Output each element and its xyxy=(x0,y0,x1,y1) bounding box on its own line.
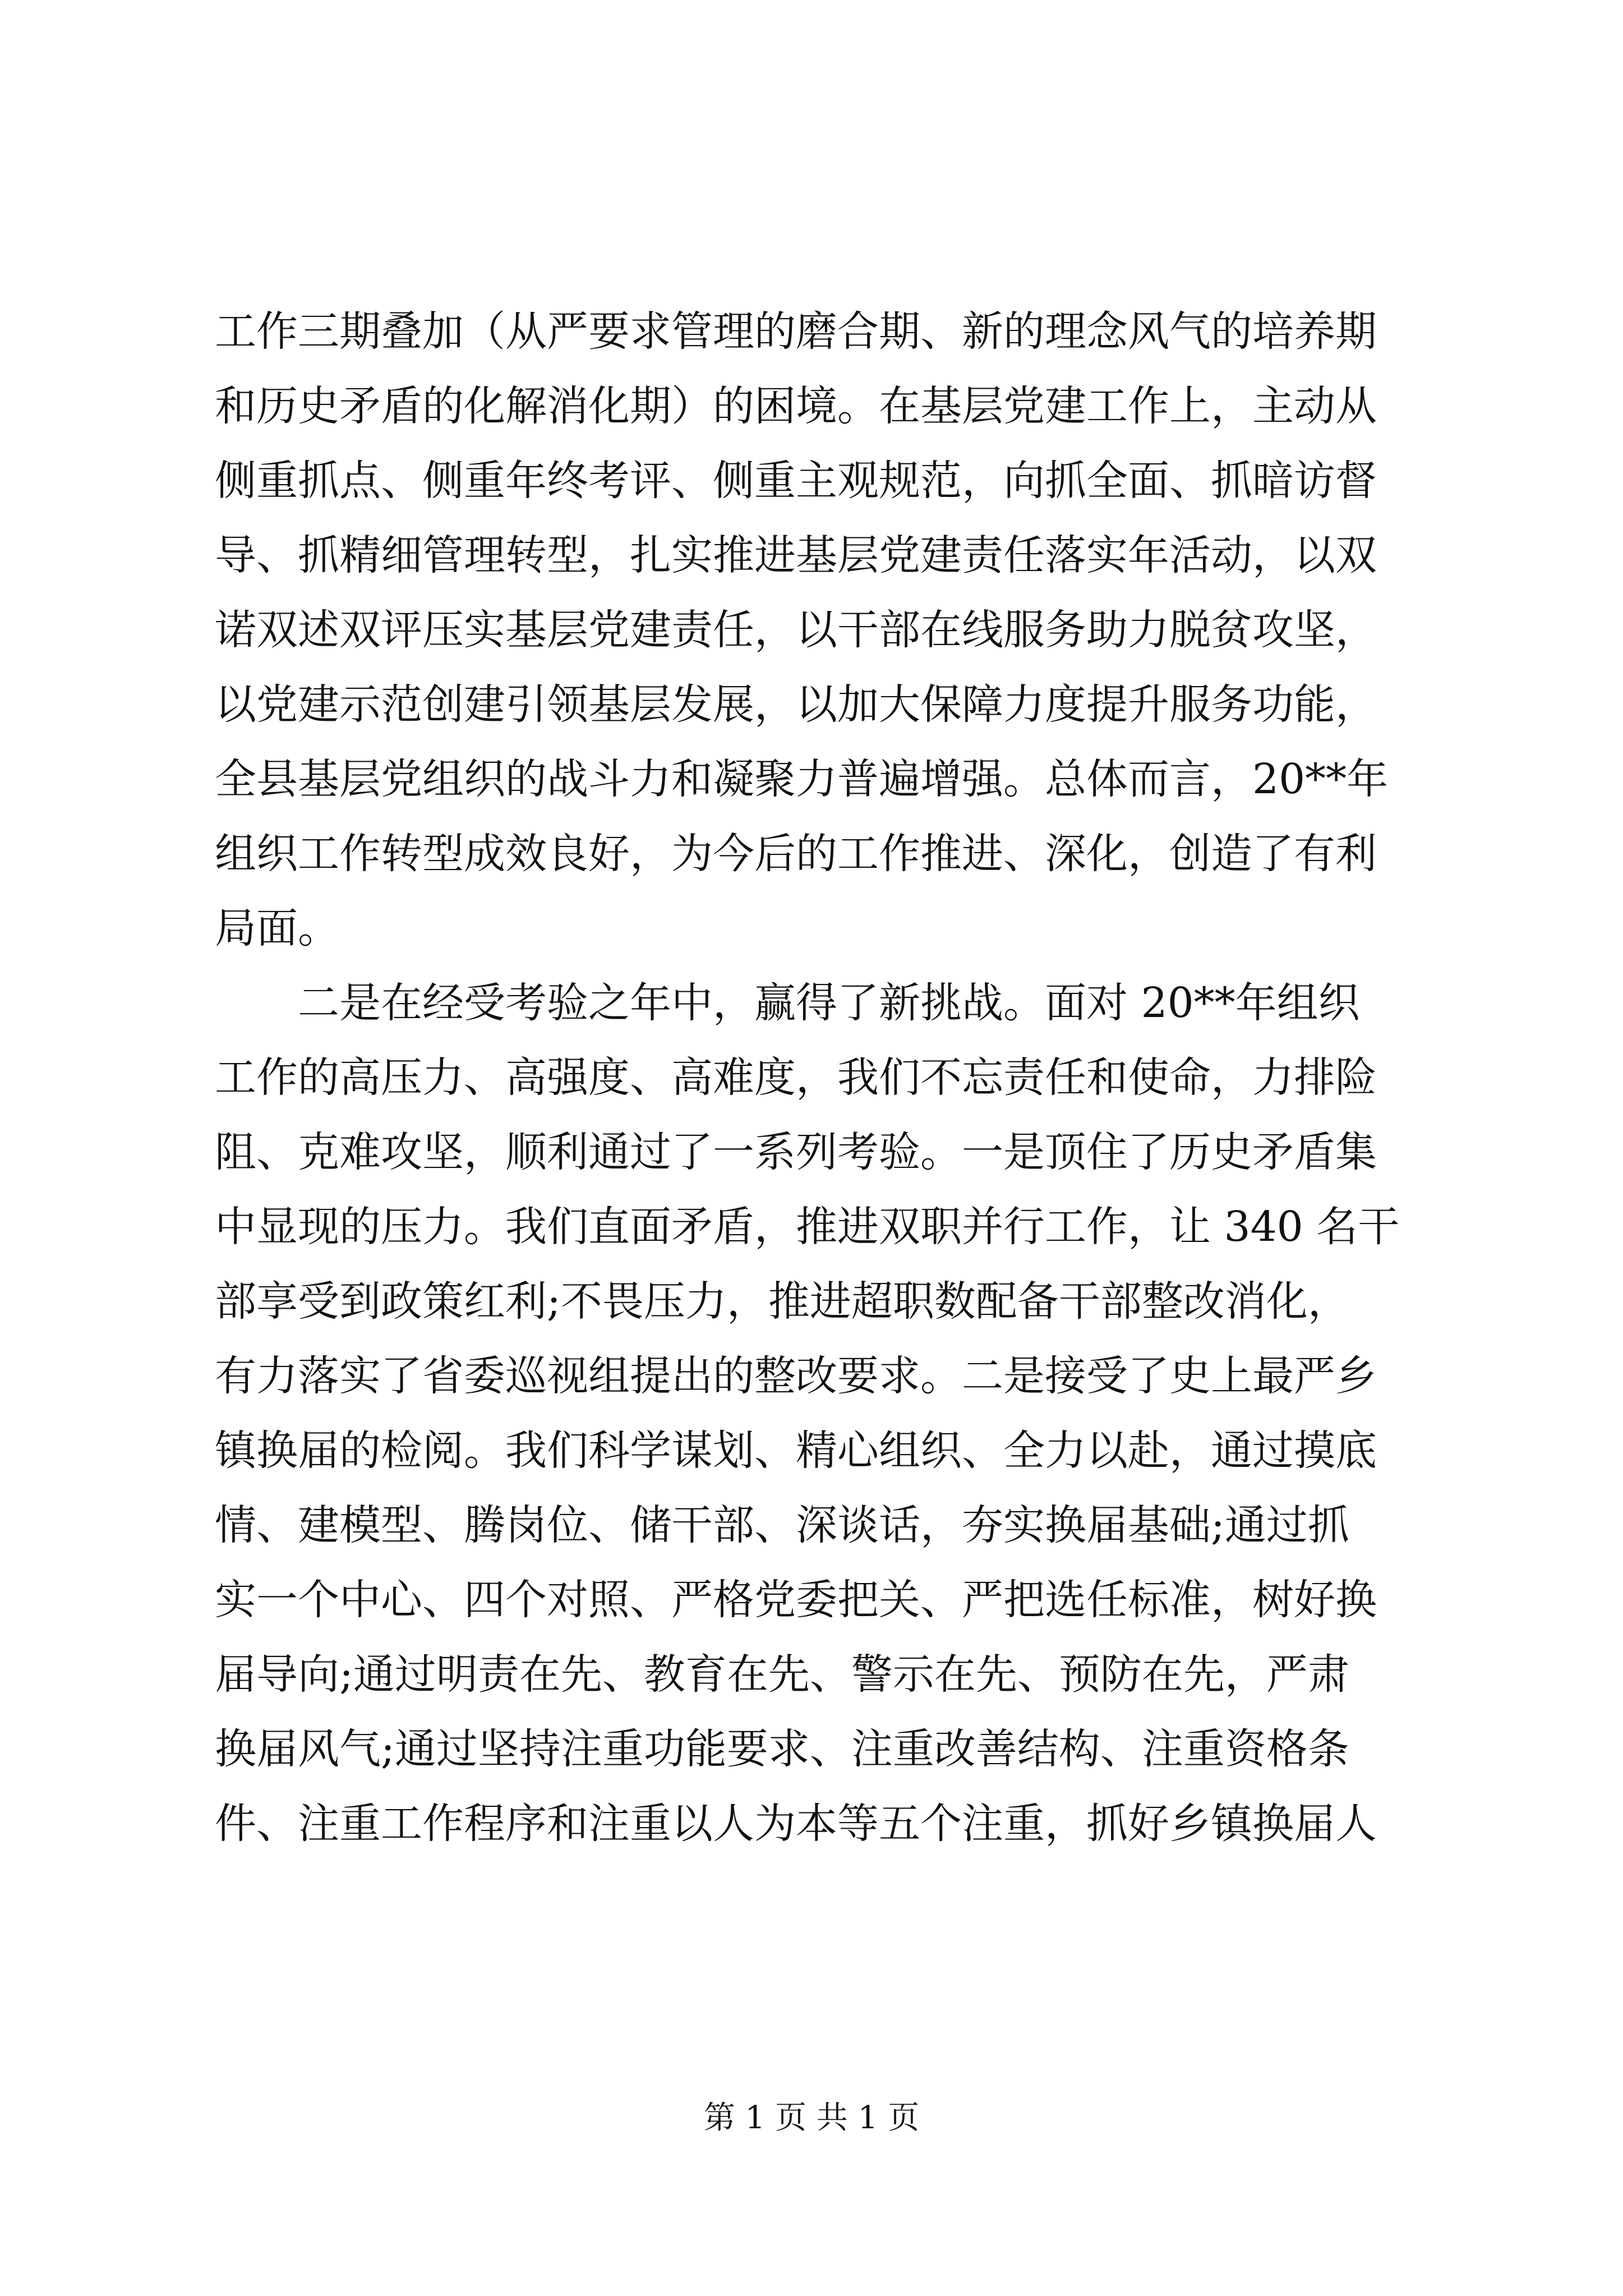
text-line: 届导向;通过明责在先、教育在先、警示在先、预防在先，严肃 xyxy=(215,1650,1349,1699)
text-line: 工作的高压力、高强度、高难度，我们不忘责任和使命，力排险 xyxy=(215,1053,1377,1102)
text-line: 中显现的压力。我们直面矛盾，推进双职并行工作，让 340 名干 xyxy=(215,1203,1400,1251)
text-line: 二是在经受考验之年中，赢得了新挑战。面对 20**年组织 xyxy=(298,979,1360,1027)
text-line: 阻、克难攻坚，顺利通过了一系列考验。一是顶住了历史矛盾集 xyxy=(215,1128,1377,1176)
text-line: 情、建模型、腾岗位、储干部、深谈话，夯实换届基础;通过抓 xyxy=(215,1501,1349,1549)
text-line: 工作三期叠加（从严要求管理的磨合期、新的理念风气的培养期 xyxy=(215,307,1377,356)
text-line: 部享受到政策红利;不畏压力，推进超职数配备干部整改消化， xyxy=(215,1277,1349,1326)
text-line: 以党建示范创建引领基层发展，以加大保障力度提升服务功能， xyxy=(215,680,1377,729)
document-body xyxy=(215,295,1454,1861)
text-line: 侧重抓点、侧重年终考评、侧重主观规范，向抓全面、抓暗访督 xyxy=(215,457,1377,505)
text-line: 实一个中心、四个对照、严格党委把关、严把选任标准，树好换 xyxy=(215,1576,1377,1624)
text-line: 局面。 xyxy=(215,904,339,953)
text-line: 诺双述双评压实基层党建责任，以干部在线服务助力脱贫攻坚， xyxy=(215,606,1377,654)
text-line: 导、抓精细管理转型，扎实推进基层党建责任落实年活动，以双 xyxy=(215,531,1377,579)
text-line: 有力落实了省委巡视组提出的整改要求。二是接受了史上最严乡 xyxy=(215,1352,1377,1400)
page-footer: 第 1 页 共 1 页 xyxy=(703,2100,920,2136)
text-line: 组织工作转型成效良好，为今后的工作推进、深化，创造了有利 xyxy=(215,830,1377,878)
text-line: 件、注重工作程序和注重以人为本等五个注重，抓好乡镇换届人 xyxy=(215,1800,1377,1848)
text-line: 换届风气;通过坚持注重功能要求、注重改善结构、注重资格条 xyxy=(215,1725,1349,1773)
text-line: 和历史矛盾的化解消化期）的困境。在基层党建工作上，主动从 xyxy=(215,382,1377,430)
text-line: 全县基层党组织的战斗力和凝聚力普遍增强。总体而言，20**年 xyxy=(215,755,1389,803)
text-line: 镇换届的检阅。我们科学谋划、精心组织、全力以赴，通过摸底 xyxy=(215,1427,1377,1475)
